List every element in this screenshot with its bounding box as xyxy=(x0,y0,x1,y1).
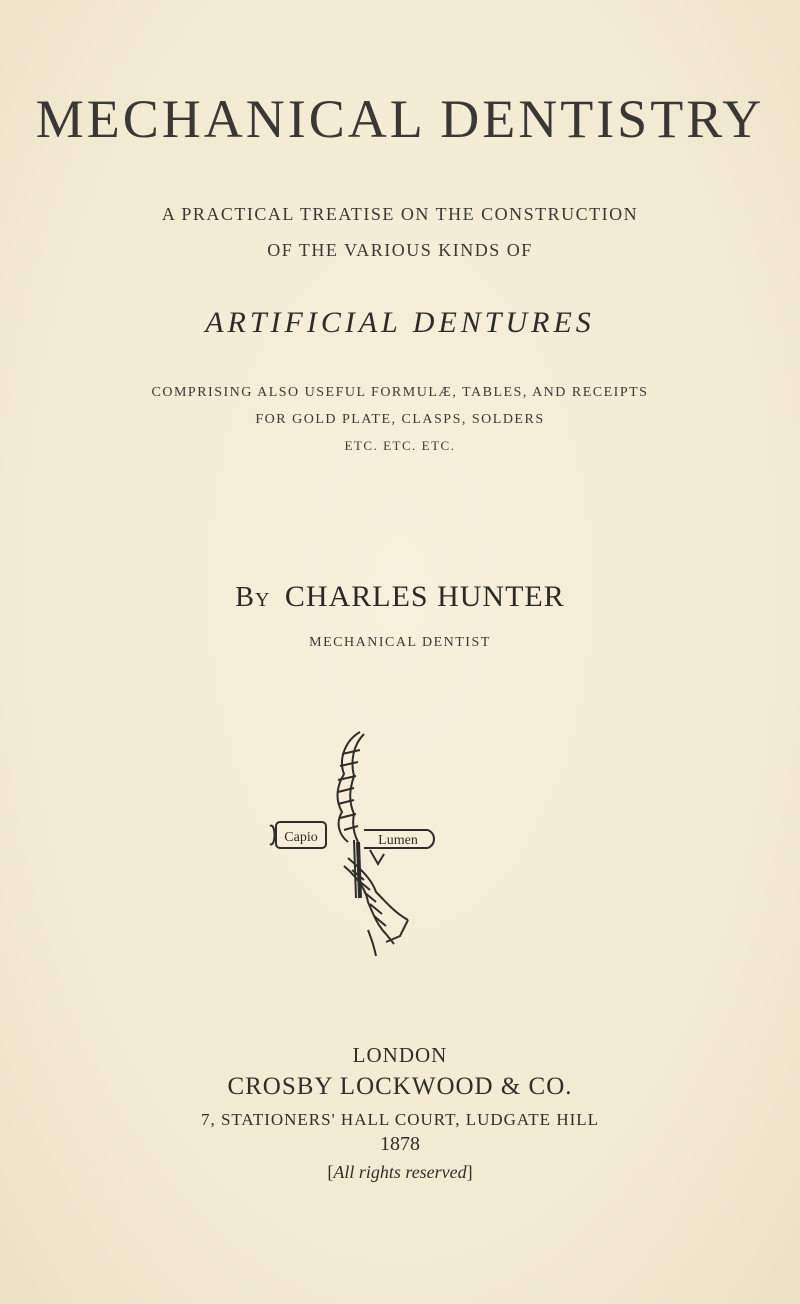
subtitle-line-2: OF THE VARIOUS KINDS OF xyxy=(267,240,533,260)
imprint-address: 7, STATIONERS' HALL COURT, LUDGATE HILL xyxy=(200,1110,600,1129)
author-byline xyxy=(0,580,800,614)
imprint-city: LONDON xyxy=(352,1043,448,1067)
description-line-1: COMPRISING ALSO USEFUL FORMULÆ, TABLES, AND RECEIPTS xyxy=(151,385,649,400)
rights-notice: [All rights reserved] xyxy=(327,1162,473,1182)
emblem-right-text: Lumen xyxy=(378,833,418,848)
imprint-publisher: CROSBY LOCKWOOD & CO. xyxy=(227,1073,573,1100)
caput-lumen-printers-device-icon xyxy=(268,730,438,960)
book-title: MECHANICAL DENTISTRY xyxy=(35,89,765,149)
description-line-3: ETC. ETC. ETC. xyxy=(344,438,456,453)
subtitle-line-1: A PRACTICAL TREATISE ON THE CONSTRUCTION xyxy=(161,204,639,224)
rights-text: All rights reserved xyxy=(333,1162,467,1182)
description-line-2: FOR GOLD PLATE, CLASPS, SOLDERS xyxy=(255,412,545,427)
imprint-year: 1878 xyxy=(380,1133,420,1155)
author-name: CHARLES HUNTER xyxy=(284,580,565,613)
emblem-left-text: Capio xyxy=(284,830,318,845)
author-profession: MECHANICAL DENTIST xyxy=(309,635,491,650)
by-label: By xyxy=(235,582,271,613)
subject-heading: ARTIFICIAL DENTURES xyxy=(205,306,595,339)
